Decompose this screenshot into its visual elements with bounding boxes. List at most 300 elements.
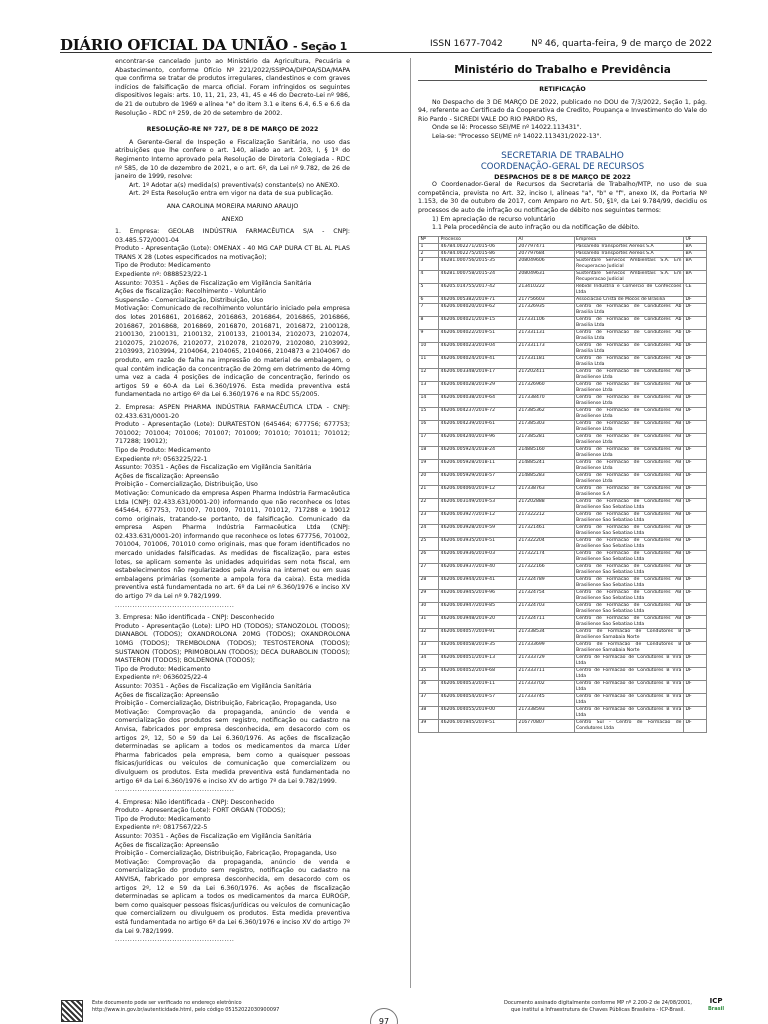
- table-cell: 46205.014755/2017-42: [439, 283, 517, 296]
- entry-measure: Proibição - Comercialização, Distribuição, Fabricação, Propaganda, Uso: [115, 850, 337, 858]
- table-cell: 217331181: [516, 355, 574, 368]
- table-cell: 46206.003149/2019-53: [439, 498, 517, 511]
- table-cell: DF: [683, 485, 706, 498]
- table-cell: 217322166: [516, 563, 574, 576]
- table-cell: 37: [419, 693, 439, 706]
- table-cell: 13: [419, 381, 439, 394]
- ministry-title: Ministério do Trabalho e Previdência: [418, 58, 707, 81]
- table-cell: 33: [419, 641, 439, 654]
- table-cell: DF: [683, 511, 706, 524]
- entry-motivation: Motivação: Comunicado de recolhimento voluntário iniciado pela empresa dos lotes 2016861, 2016862, 2016863, 2016864, 2016865, 2016866, 2016867, 2016868, 2016869, 2016870, 2016871, 2016872, 2100128, 2100130, 2100131, 2100132, 2100133, 2100134, 2102073, 2102074, 2102075, 2102076, 2102077, 2102078, 2102079, 2102080, 2103992, 2103993, 2103994, 2104064, 2104065, 2104066, 2104873 e 2104067 do produto, em razão de falha na impressão do material de embalagem, o qual contém indicação da concentração de 20mg em detrimento de 40mg uma vez a cada 4 posições de indicação de concentração, ferindo os artigos 59 e 60-A da Lei 6.360/1976. Esta medida preventiva está fundamentada no artigo 6º da Lei 6.360/1976 e na RDC 55/2005.: [115, 305, 350, 399]
- table-row: [419, 368, 707, 381]
- table-cell: 39: [419, 719, 439, 732]
- table-cell: Centro de Formacao de Condutores AB Brasiliense Ltda: [576, 394, 682, 406]
- table-cell: 217333729: [516, 654, 574, 667]
- table-cell: 46206.003928/2019-59: [439, 524, 517, 537]
- entry-subject: Assunto: 70351 - Ações de Fiscalização em Vigilância Sanitária: [115, 682, 312, 690]
- table-cell: Associacao Crista de Mocos de Brasilia: [574, 296, 683, 303]
- table-cell: Centro de Formacao de Condutores AB Brasiliense Ltda: [576, 459, 682, 471]
- table-cell: 46206.004057/2019-91: [439, 628, 517, 641]
- table-row: [419, 498, 707, 511]
- table-cell: Centro de Formacao de Condutores B Vira Ltda: [576, 706, 682, 718]
- table-row: [419, 589, 707, 602]
- table-cell: 46206.004058/2019-35: [439, 641, 517, 654]
- table-cell: 20: [419, 472, 439, 485]
- table-cell: 46784.002275/2015-86: [439, 250, 517, 257]
- table-cell: 31: [419, 615, 439, 628]
- table-row: [419, 446, 707, 459]
- entry-expediente: Expediente nº: 0563225/22-1: [115, 455, 208, 463]
- table-cell: 217331106: [516, 316, 574, 329]
- table-cell: 217326935: [516, 303, 574, 316]
- retificacao-title: RETIFICAÇÃO: [539, 86, 586, 93]
- entry-type: Tipo de Produto: Medicamento: [115, 665, 211, 673]
- table-row: [419, 329, 707, 342]
- table-cell: 46281.000756/2015-35: [439, 257, 517, 270]
- table-cell: DF: [683, 381, 706, 394]
- table-cell: 217322204: [516, 537, 574, 550]
- table-cell: DF: [683, 420, 706, 433]
- entry-measure: Proibição - Comercialização, Distribuição, Uso: [115, 481, 258, 489]
- table-cell: 9: [419, 329, 439, 342]
- section-label: - Seção 1: [292, 40, 348, 53]
- table-cell: Centro de Formacao de Condutores Ab Brasilia Ltda: [576, 316, 682, 328]
- table-row: [419, 342, 707, 355]
- table-cell: Centro de Formacao de Condutores Ab Brasilia Ltda: [576, 303, 682, 315]
- table-cell: 46206.004240/2019-96: [439, 433, 517, 446]
- table-cell: 217338763: [516, 485, 574, 498]
- entry-subject: Assunto: 70351 - Ações de Fiscalização em Vigilância Sanitária: [115, 833, 312, 841]
- table-cell: 217324703: [516, 602, 574, 615]
- table-cell: DF: [683, 498, 706, 511]
- table-row: [419, 524, 707, 537]
- entry-3: [115, 614, 350, 786]
- table-row: [419, 472, 707, 485]
- table-cell: 217321461: [516, 524, 574, 537]
- table-cell: 23: [419, 511, 439, 524]
- table-cell: 14: [419, 394, 439, 407]
- table-cell: 217338534: [516, 628, 574, 641]
- table-cell: 46206.005929/2018-57: [439, 472, 517, 485]
- entry-2: [115, 404, 350, 602]
- table-cell: 217338470: [516, 394, 574, 407]
- col-header: AI: [516, 236, 574, 243]
- issn: ISSN 1677-7042: [430, 39, 503, 49]
- table-row: [419, 537, 707, 550]
- table-cell: 46206.004053/2019-11: [439, 680, 517, 693]
- table-cell: 214885283: [516, 472, 574, 485]
- table-cell: DF: [683, 589, 706, 602]
- table-cell: DF: [683, 667, 706, 680]
- entry-actions: Ações de fiscalização: Apreensão: [115, 472, 219, 480]
- table-cell: 3: [419, 257, 439, 270]
- col-header: Processo: [439, 236, 517, 243]
- table-cell: 34: [419, 654, 439, 667]
- footer-verification: [92, 1000, 322, 1014]
- table-row: [419, 485, 707, 498]
- table-cell: 46206.004060/2019-12: [439, 485, 517, 498]
- column-divider: [410, 58, 411, 988]
- table-cell: 29: [419, 589, 439, 602]
- table-cell: Centro de Formacao de Condutores Ab Brasilia Ltda: [576, 329, 682, 341]
- table-cell: Centro de Formacao de Condutores AB Brasiliense Sao Sebatiao Ltda: [576, 589, 682, 601]
- table-cell: 46206.003936/2019-03: [439, 550, 517, 563]
- table-row: [419, 563, 707, 576]
- table-cell: DF: [683, 446, 706, 459]
- table-cell: 21: [419, 485, 439, 498]
- table-cell: DF: [683, 576, 706, 589]
- table-cell: 217324789: [516, 576, 574, 589]
- table-cell: DF: [683, 550, 706, 563]
- table-row: [419, 257, 707, 270]
- table-cell: 46206.004020/2019-62: [439, 303, 517, 316]
- resolution-title: RESOLUÇÃO-RE Nº 727, DE 8 DE MARÇO DE 2022: [146, 126, 319, 134]
- table-cell: Centro de Formacao de Condutores AB Brasiliense Ltda: [576, 420, 682, 432]
- table-cell: 217385362: [516, 407, 574, 420]
- table-cell: DF: [683, 628, 706, 641]
- qr-code: [61, 1000, 83, 1022]
- col-header: Nº: [419, 236, 439, 243]
- table-cell: Centro de Formacao de Condutores AB Brasiliense Sao Sebatiao Ltda: [576, 498, 682, 510]
- table-cell: 46206.004024/2019-41: [439, 355, 517, 368]
- table-cell: DF: [683, 433, 706, 446]
- table-row: [419, 433, 707, 446]
- table-cell: Centro de Formacao de Condutores AB Brasiliense Ltda: [576, 368, 682, 380]
- table-row: [419, 654, 707, 667]
- entry-company: 1. Empresa: GEOLAB INDÚSTRIA FARMACÊUTICA S/A - CNPJ: 03.485.572/0001-04: [115, 228, 350, 244]
- table-row: [419, 243, 707, 250]
- table-row: [419, 394, 707, 407]
- right-column: [418, 58, 707, 968]
- table-cell: DF: [683, 355, 706, 368]
- entry-subject: Assunto: 70351 - Ações de Fiscalização em Vigilância Sanitária: [115, 279, 312, 287]
- table-cell: BA: [683, 270, 706, 283]
- table-cell: 26: [419, 550, 439, 563]
- table-cell: 217324754: [516, 589, 574, 602]
- table-cell: 46206.003945/2019-96: [439, 589, 517, 602]
- table-cell: Sustentare Servicos Ambientais S.A. Em Recuperacao Judicial: [576, 270, 682, 282]
- table-cell: 46206.003348/2019-17: [439, 368, 517, 381]
- table-cell: 4: [419, 270, 439, 283]
- entry-company: 4. Empresa: Não identificada - CNPJ: Desconhecido: [115, 798, 275, 806]
- table-cell: Passaredo Transportes Aereos S.A: [574, 250, 683, 257]
- table-cell: Centro de Formacao de Condutores B Brasiliense Samabaia Norte: [576, 628, 682, 640]
- table-cell: 208049631: [516, 270, 574, 283]
- table-cell: Centro de Formacao de Condutores B Brasiliense Samabaia Norte: [576, 641, 682, 653]
- table-cell: 36: [419, 680, 439, 693]
- table-cell: 46206.003927/2019-12: [439, 511, 517, 524]
- table-cell: 2: [419, 250, 439, 257]
- retificacao-onde: Onde se lê: Processo SEI/ME nº 14022.113431".: [432, 124, 582, 132]
- table-cell: DF: [683, 342, 706, 355]
- entry-product: Produto - Apresentação (Lote): DURATESTON (645464; 677756; 677753; 701002; 701004; 701006; 701007; 701009; 701010; 701011; 701012; 717288; 19012);: [115, 421, 350, 446]
- table-cell: 217333745: [516, 693, 574, 706]
- table-cell: 207797471: [516, 243, 574, 250]
- table-cell: 217756603: [516, 296, 574, 303]
- item-1-1: 1.1 Pela procedência de auto infração ou da notificação de débito.: [432, 224, 640, 232]
- table-cell: Centro Sul - Centro de Formacao de Condutores Ltda: [576, 719, 682, 731]
- table-cell: 46206.003948/2019-20: [439, 615, 517, 628]
- table-cell: 46206.004028/2019-29: [439, 381, 517, 394]
- table-cell: DF: [683, 459, 706, 472]
- entry-actions: Ações de fiscalização: Apreensão: [115, 691, 219, 699]
- table-cell: DF: [683, 524, 706, 537]
- table-cell: 18: [419, 446, 439, 459]
- table-cell: 46784.002271/2015-06: [439, 243, 517, 250]
- retificacao-body: No Despacho de 3 DE MARÇO DE 2022, publicado no DOU de 7/3/2022, Seção 1, pág. 94, referente ao Certificado da Cooperativa de Credito, Poupança e Investimento do Vale do Rio Pardo - SICREDI VALE DO RIO PARDO RS,: [418, 98, 707, 123]
- table-cell: DF: [683, 641, 706, 654]
- table-cell: Centro de Formacao de Condutores B Vira Ltda: [576, 680, 682, 692]
- table-cell: DF: [683, 329, 706, 342]
- table-cell: Rebidil Industria e Comercio de Confeccoes Ltda: [576, 283, 682, 295]
- table-cell: 46206.004038/2019-64: [439, 394, 517, 407]
- table-cell: DF: [683, 537, 706, 550]
- article-2: Art. 2º Esta Resolução entra em vigor na data de sua publicação.: [129, 190, 334, 198]
- footer-line: Este documento pode ser verificado no endereço eletrônico: [92, 1000, 242, 1006]
- entry-company: 2. Empresa: ASPEN PHARMA INDÚSTRIA FARMACÊUTICA LTDA - CNPJ: 02.433.631/0001-20: [115, 403, 350, 420]
- table-cell: 46206.004051/2019-13: [439, 654, 517, 667]
- footer-signature-note: [498, 1000, 698, 1014]
- table-cell: 46206.005928/2018-11: [439, 459, 517, 472]
- table-cell: Centro de Formacao de Condutores AB Brasiliense Ltda: [576, 433, 682, 445]
- entry-actions: Ações de fiscalização: Apreensão: [115, 841, 219, 849]
- table-cell: 217331131: [516, 329, 574, 342]
- table-cell: 35: [419, 667, 439, 680]
- intro-paragraph: encontrar-se cancelado junto ao Ministério da Agricultura, Pecuária e Abastecimento, conforme Ofício Nº 221/2022/SSIPOA/DIPOA/SDA/MAPA que confirma se tratar de produtos irregulares, clandestinos e com graves indícios de falsificação de marca oficial. Foram infringidos os seguintes dispositivos legais: arts. 10, 11, 21, 23, 41, 45 e 46 do Decreto-Lei nº 986, de 21 de outubro de 1969 e alínea "e" do item 3.1 e itens 6.4, 6.5 e 6.6 da Resolução - RDC nº 259, de 20 de setembro de 2002.: [115, 58, 350, 117]
- table-cell: 217338593: [516, 706, 574, 719]
- table-cell: 217333699: [516, 641, 574, 654]
- table-cell: Centro de Formacao de Condutores AB Brasiliense Sao Sebatiao Ltda: [576, 576, 682, 588]
- table-row: [419, 250, 707, 257]
- table-cell: Centro de Formacao de Condutores B Vira Ltda: [576, 654, 682, 666]
- table-cell: DF: [683, 706, 706, 719]
- table-cell: DF: [683, 654, 706, 667]
- table-row: [419, 316, 707, 329]
- despachos-title: DESPACHOS DE 8 DE MARÇO DE 2022: [494, 172, 631, 181]
- table-cell: 46206.004239/2019-61: [439, 420, 517, 433]
- table-cell: BA: [683, 257, 706, 270]
- table-cell: 217385281: [516, 433, 574, 446]
- left-column: [115, 58, 350, 958]
- table-cell: 16: [419, 420, 439, 433]
- table-cell: 217324711: [516, 615, 574, 628]
- table-cell: Centro de Formacao de Condutores AB Brasiliense Ltda: [576, 407, 682, 419]
- table-cell: 46281.000758/2015-24: [439, 270, 517, 283]
- table-cell: Centro de Formacao de Condutores AB Brasiliense Sao Sebatiao Ltda: [576, 550, 682, 562]
- table-row: [419, 407, 707, 420]
- table-cell: 22: [419, 498, 439, 511]
- table-cell: 46206.004054/2019-57: [439, 693, 517, 706]
- table-row: [419, 511, 707, 524]
- table-cell: DF: [683, 407, 706, 420]
- table-cell: CE: [683, 283, 706, 296]
- table-cell: 17: [419, 433, 439, 446]
- table-cell: Passaredo Transportes Aereos S.A: [574, 243, 683, 250]
- table-row: [419, 270, 707, 283]
- table-cell: Centro de Formacao de Condutores AB Brasiliense S.A: [576, 485, 682, 497]
- table-row: [419, 719, 707, 732]
- table-cell: 217385303: [516, 420, 574, 433]
- table-cell: 46206.003937/2019-40: [439, 563, 517, 576]
- col-header: UF: [683, 236, 706, 243]
- table-cell: 46206.003944/2019-41: [439, 576, 517, 589]
- entry-measure: Suspensão - Comercialização, Distribuição, Uso: [115, 296, 264, 304]
- table-cell: 8: [419, 316, 439, 329]
- table-cell: Centro de Formacao de Condutores AB Brasiliense Sao Sebatiao Ltda: [576, 563, 682, 575]
- table-row: [419, 680, 707, 693]
- table-cell: 5: [419, 283, 439, 296]
- table-cell: DF: [683, 719, 706, 732]
- table-cell: 46206.004023/2019-04: [439, 342, 517, 355]
- table-cell: DF: [683, 615, 706, 628]
- table-cell: 46206.005382/2019-71: [439, 296, 517, 303]
- table-cell: 32: [419, 628, 439, 641]
- page-header: [60, 36, 712, 56]
- entry-type: Tipo de Produto: Medicamento: [115, 262, 211, 270]
- table-cell: 6: [419, 296, 439, 303]
- table-cell: 46206.004021/2019-15: [439, 316, 517, 329]
- table-cell: Centro de Formacao de Condutores AB Brasiliense Sao Sebatiao Ltda: [576, 615, 682, 627]
- table-cell: DF: [683, 368, 706, 381]
- entry-motivation: Motivação: Comprovação da propaganda, anúncio de venda e comercialização do produto sem registro, notificação ou cadastro na ANVISA, fabricado por empresa desconhecida, em desacordo com os artigos 2º, 12 e 59 da Lei 6.360/1976. As ações de fiscalização determinadas se aplicam a todos os medicamentos da marca EUROGP, bem como quaisquer pessoas físicas/jurídicas ou veículos de comunicação que comercializem ou divulguem os produtos. Esta medida preventiva está fundamentada no artigo 6º da Lei 6.360/1976 e inciso XV do artigo 7º da Lei 9.782/1999.: [115, 858, 350, 935]
- table-cell: 214885241: [516, 459, 574, 472]
- table-row: [419, 303, 707, 316]
- table-cell: 217322174: [516, 550, 574, 563]
- page-number: 97: [370, 1008, 398, 1024]
- coordenacao-title: COORDENAÇÃO-GERAL DE RECURSOS: [480, 161, 645, 172]
- entry-motivation: Motivação: Comprovação da propaganda, anúncio de venda e comercialização dos produtos sem registro, notificação ou cadastro na Anvisa, fabricados por empresa desconhecida, em desacordo com os artigos 2º, 12, 50 e 59 da Lei 6.360/1976. As ações de fiscalização determinadas se aplicam a todos os medicamentos da marca Líder Pharma fabricados pela empresa, bem como a quaisquer pessoas físicas/jurídicas ou veículos de comunicação que comercializem ou divulguem os produtos. Esta medida preventiva está fundamentada no artigo 6º da Lei 6.360/1976 e inciso XV do artigo 7º da Lei 9.782/1999.: [115, 708, 350, 785]
- table-cell: 46206.003935/2019-51: [439, 537, 517, 550]
- table-cell: 25: [419, 537, 439, 550]
- table-cell: 217202411: [516, 368, 574, 381]
- article-1: Art. 1º Adotar a(s) medida(s) preventiva(s) constante(s) no ANEXO.: [129, 181, 340, 189]
- table-cell: 216770807: [516, 719, 574, 732]
- entry-measure: Proibição - Comercialização, Distribuição, Fabricação, Propaganda, Uso: [115, 700, 337, 708]
- table-cell: 11: [419, 355, 439, 368]
- table-cell: 217331173: [516, 342, 574, 355]
- separator: ................................................: [115, 936, 235, 944]
- entry-type: Tipo de Produto: Medicamento: [115, 446, 211, 454]
- table-cell: DF: [683, 303, 706, 316]
- table-cell: Centro de Formacao de Condutores Ab Brasilia Ltda: [576, 342, 682, 354]
- table-cell: Centro de Formacao de Condutores Ab Brasilia Ltda: [576, 355, 682, 367]
- table-row: [419, 355, 707, 368]
- table-cell: Centro de Formacao de Condutores B Vira Ltda: [576, 693, 682, 705]
- table-cell: 46206.001945/2019-51: [439, 719, 517, 732]
- item-1: 1) Em apreciação de recurso voluntário: [432, 215, 556, 223]
- table-cell: 217333711: [516, 667, 574, 680]
- table-row: [419, 693, 707, 706]
- table-cell: Centro de Formacao de Condutores AB Brasiliense Sao Sebatiao Ltda: [576, 524, 682, 536]
- table-cell: Centro de Formacao de Condutores AB Brasiliense Ltda: [576, 472, 682, 484]
- table-cell: 30: [419, 602, 439, 615]
- table-cell: 46206.004055/2019-00: [439, 706, 517, 719]
- retificacao-leia: Leia-se: "Processo SEI/ME nº 14022.113431/2022-13".: [432, 132, 602, 140]
- table-cell: 214885160: [516, 446, 574, 459]
- entry-4: [115, 799, 350, 937]
- footer-line: http://www.in.gov.br/autenticidade.html, pelo código 05152022030900097: [92, 1007, 280, 1013]
- despachos-body: O Coordenador-Geral de Recursos da Secretaria de Trabalho/MTP, no uso de sua competência, prevista no Art. 32, inciso I, alíneas "a", "b" e "f", anexo IX, da Portaria Nº 1.153, de 30 de outubro de 2017, com Amparo no Art. 50, §1º, da Lei 9.784/99, decidiu os processos de auto de infração ou notificação de débito nos seguintes termos:: [418, 181, 707, 214]
- table-cell: 217326960: [516, 381, 574, 394]
- edition-info: Nº 46, quarta-feira, 9 de março de 2022: [531, 39, 712, 49]
- entry-actions: Ações de fiscalização: Recolhimento - Voluntário: [115, 288, 267, 296]
- table-cell: BA: [683, 250, 706, 257]
- table-cell: 217333702: [516, 680, 574, 693]
- resolution-body: A Gerente-Geral de Inspeção e Fiscalização Sanitária, no uso das atribuições que lhe confere o art. 140, aliado ao art. 203, I, § 1º do Regimento Interno aprovado pela Resolução de Diretoria Colegiada - RDC nº 585, de 10 de dezembro de 2021, e o art. 6º, da Lei nº 9.782, de 26 de janeiro de 1999, resolve:: [115, 138, 350, 181]
- table-cell: 19: [419, 459, 439, 472]
- table-cell: 28: [419, 576, 439, 589]
- table-cell: 217202888: [516, 498, 574, 511]
- table-row: [419, 283, 707, 296]
- table-row: [419, 706, 707, 719]
- table-cell: 27: [419, 563, 439, 576]
- entry-product: Produto - Apresentação (Lote): FORT ORGAN (TODOS);: [115, 807, 286, 815]
- table-cell: DF: [683, 394, 706, 407]
- table-row: [419, 602, 707, 615]
- table-cell: BA: [683, 243, 706, 250]
- footer-line: Documento assinado digitalmente conforme MP nº 2.200-2 de 24/08/2001,: [503, 1000, 693, 1006]
- table-row: [419, 628, 707, 641]
- separator: ................................................: [115, 786, 235, 794]
- entry-expediente: Expediente nº: 0817567/22-5: [115, 824, 208, 832]
- entry-expediente: Expediente nº: 0888523/22-1: [115, 271, 208, 279]
- table-cell: 46206.004237/2019-72: [439, 407, 517, 420]
- table-cell: 46206.004022/2019-51: [439, 329, 517, 342]
- icp-brasil-logo: ICP Brasil: [708, 997, 725, 1012]
- table-cell: Sustentare Servicos Ambientais S.A. Em Recuperacao Judicial: [576, 257, 682, 269]
- table-cell: 1: [419, 243, 439, 250]
- table-row: [419, 381, 707, 394]
- table-cell: 213410222: [516, 283, 574, 296]
- entry-motivation: Motivação: Comunicado da empresa Aspen Pharma Indústria Farmacêutica Ltda (CNPJ: 02.433.631/0001-20) informando que não reconhece os lotes 645464, 677753, 701007, 701009, 701011, 701012, 717288 e 19012 como originais, tratando-se portanto, de falsificação. Comunicado da empresa Aspen Pharma Indústria Farmacêutica Ltda (CNPJ: 02.433.631/0001-20) informando que reconhece os lotes 677756, 701002, 701004, 701006, 701010 como originais, mas que foram identificados no mercado unidades falsificadas. As medidas de fiscalização, para estes lotes, se aplicam somente às unidades adquiridas sem nota fiscal, em estabelecimentos não regularizados pela Anvisa na internet ou em suas embalagens primárias (somente a ampola fora da caixa). Esta medida preventiva está fundamentada no art. 6º da Lei nº 6.360/1976 e inciso XV do artigo 7º da Lei nº 9.782/1999.: [115, 489, 350, 601]
- table-header-row: [419, 236, 707, 243]
- table-cell: 46206.003947/2019-85: [439, 602, 517, 615]
- col-header: Empresa: [574, 236, 683, 243]
- table-cell: 208049606: [516, 257, 574, 270]
- table-cell: DF: [683, 316, 706, 329]
- table-row: [419, 550, 707, 563]
- table-cell: Centro de Formacao de Condutores AB Brasiliense Sao Sebatiao Ltda: [576, 602, 682, 614]
- table-cell: DF: [683, 680, 706, 693]
- signer-name: ANA CAROLINA MOREIRA MARINO ARAUJO: [166, 202, 299, 210]
- table-cell: 15: [419, 407, 439, 420]
- table-cell: 24: [419, 524, 439, 537]
- table-cell: 217322212: [516, 511, 574, 524]
- footer-line: que institui a Infraestrutura de Chaves Públicas Brasileira - ICP-Brasil.: [511, 1007, 685, 1013]
- table-cell: DF: [683, 472, 706, 485]
- entry-company: 3. Empresa: Não identificada - CNPJ: Desconhecido: [115, 614, 275, 622]
- table-row: [419, 615, 707, 628]
- table-row: [419, 576, 707, 589]
- table-cell: DF: [683, 296, 706, 303]
- table-row: [419, 296, 707, 303]
- entry-type: Tipo de Produto: Medicamento: [115, 815, 211, 823]
- table-cell: Centro de Formacao de Condutores AB Brasiliense Sao Sebatiao Ltda: [576, 511, 682, 523]
- table-row: [419, 420, 707, 433]
- anexo-title: ANEXO: [221, 215, 244, 223]
- journal-title: DIÁRIO OFICIAL DA UNIÃO - Seção 1: [60, 36, 348, 54]
- table-cell: 46206.004052/2019-68: [439, 667, 517, 680]
- table-cell: 38: [419, 706, 439, 719]
- table-row: [419, 459, 707, 472]
- table-cell: DF: [683, 563, 706, 576]
- entry-product: Produto - Apresentação (Lote): OMENAX - 40 MG CAP DURA CT BL AL PLAS TRANS X 28 (Lotes especificados na motivação);: [115, 245, 350, 261]
- entry-1: [115, 228, 350, 400]
- table-cell: Centro de Formacao de Condutores AB Brasiliense Ltda: [576, 446, 682, 458]
- table-cell: DF: [683, 693, 706, 706]
- table-cell: 12: [419, 368, 439, 381]
- entry-expediente: Expediente nº: 0636025/22-4: [115, 674, 208, 682]
